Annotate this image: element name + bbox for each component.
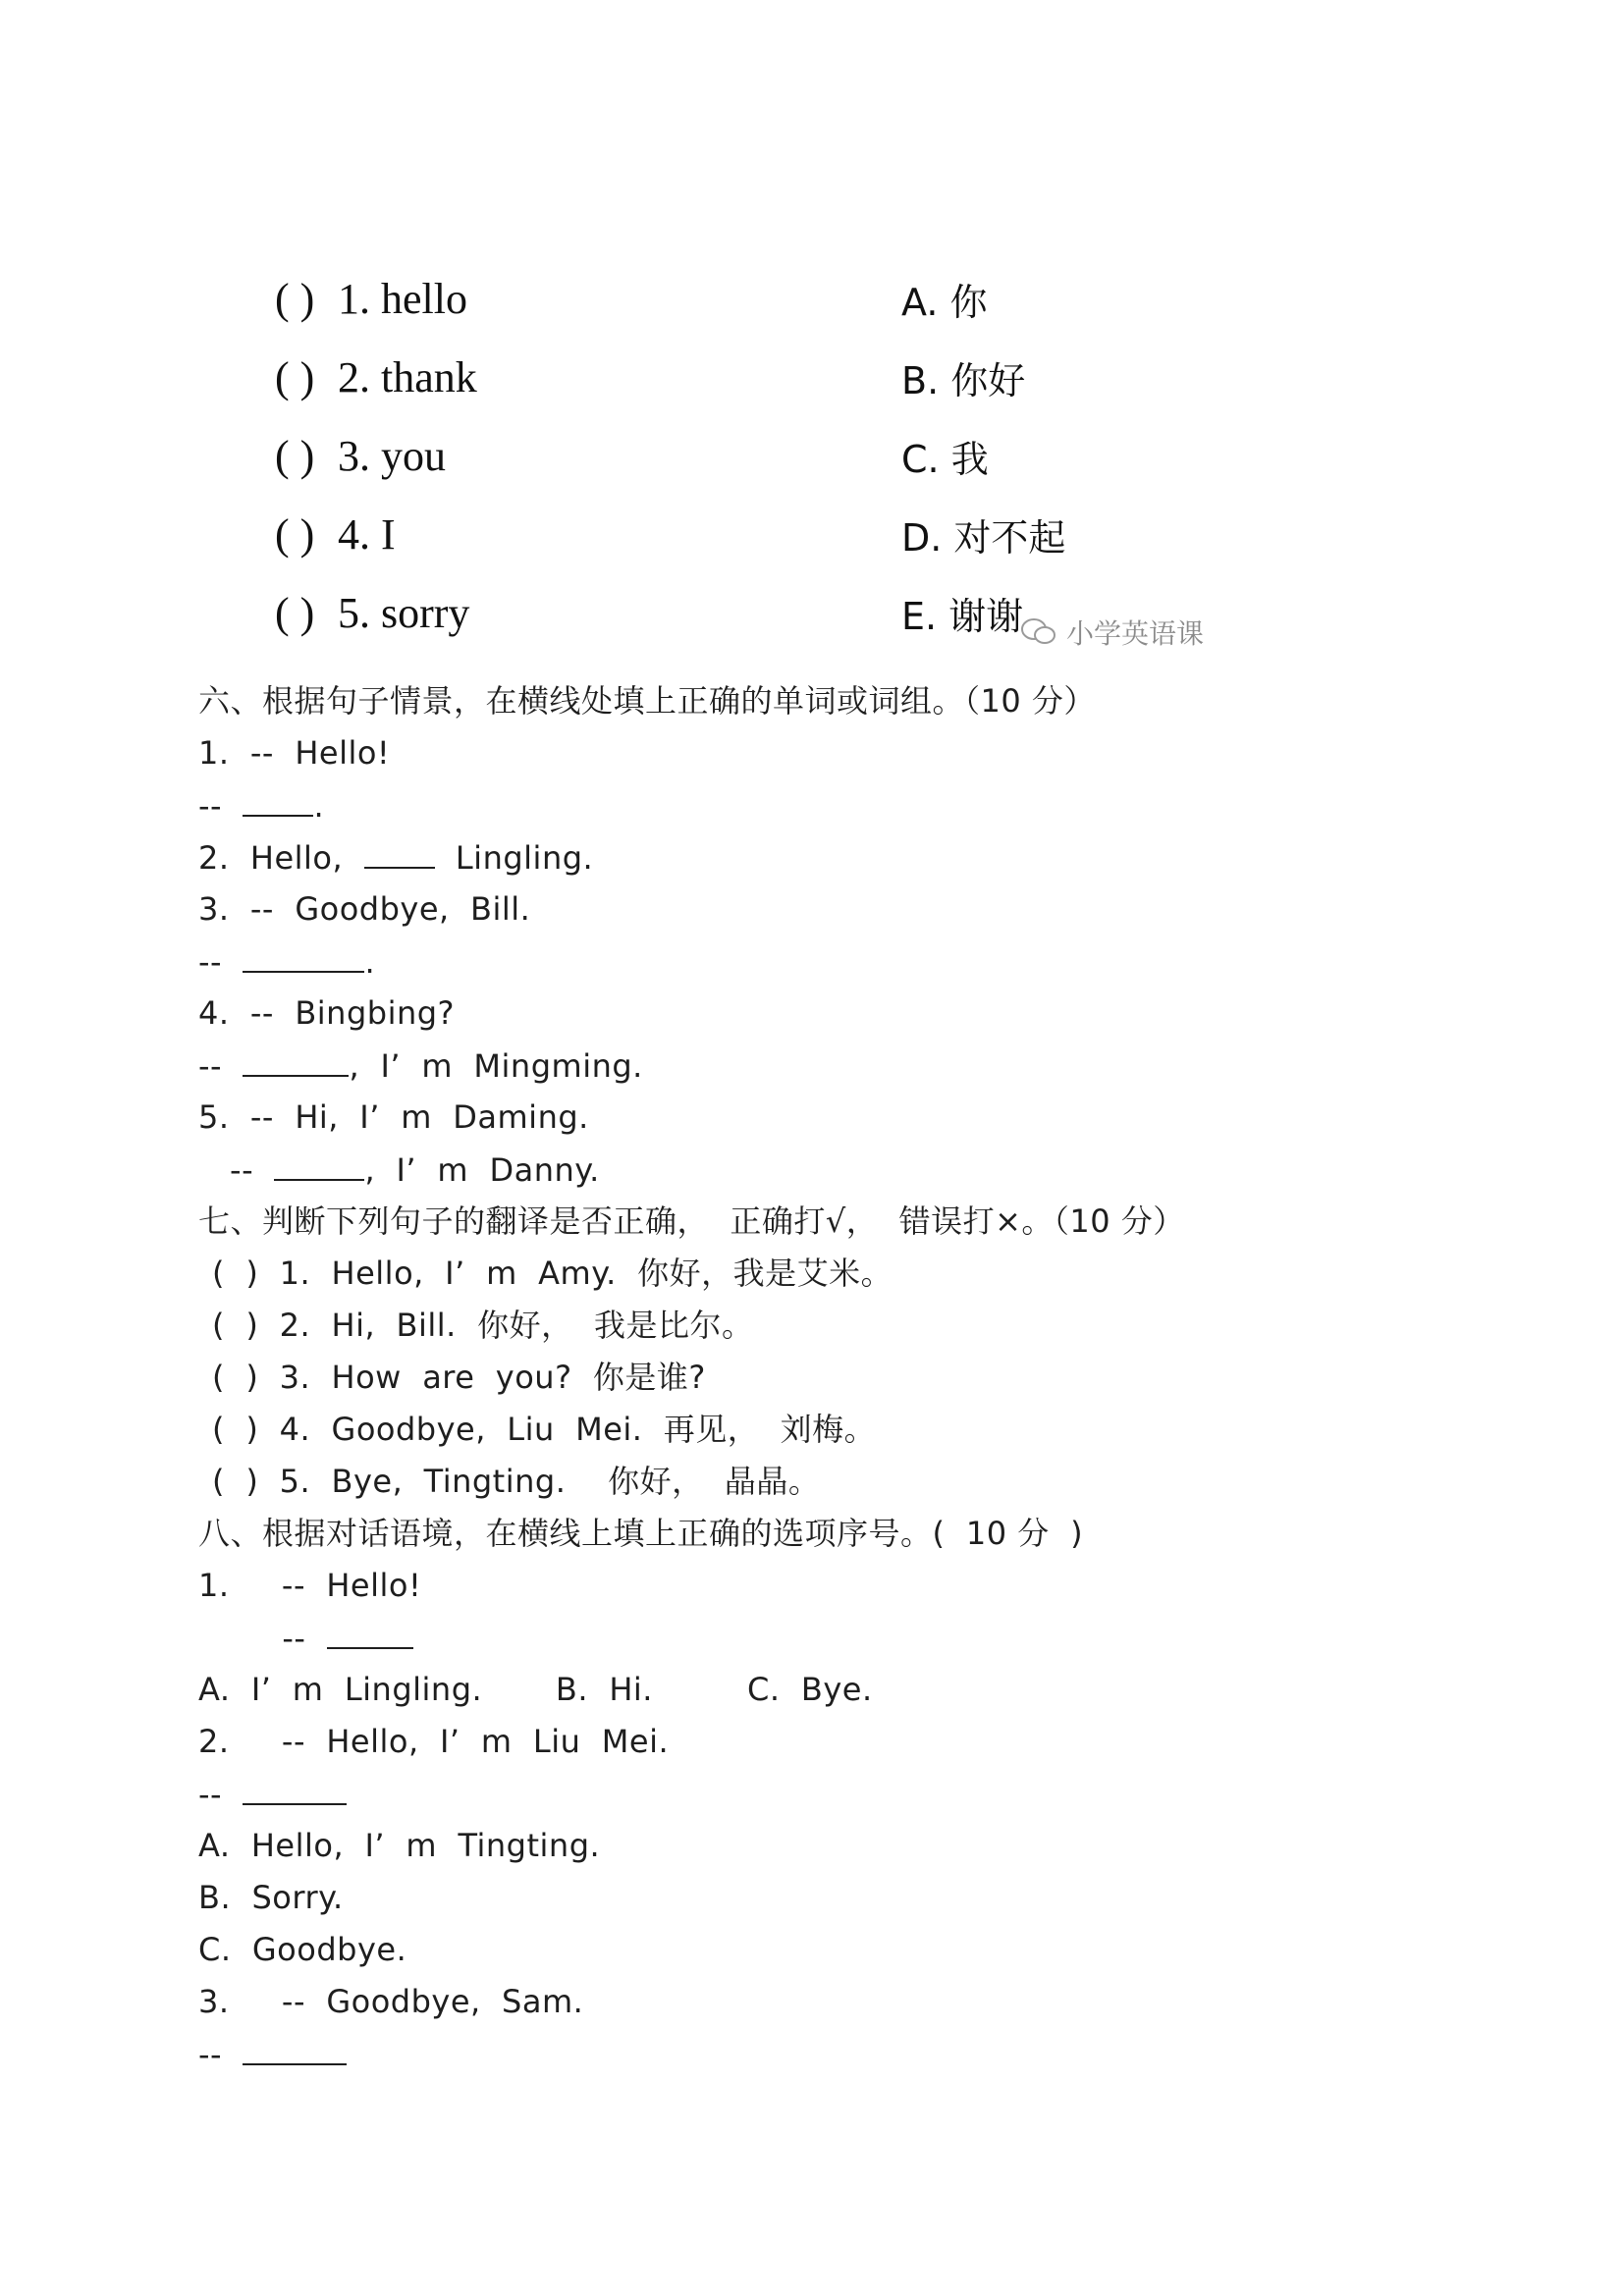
line-text: 1. -- Hello! [198, 734, 391, 772]
answer-blank[interactable] [274, 1153, 364, 1181]
line-text: -- [198, 1620, 327, 1657]
judge-item[interactable]: ( ) 1. Hello, I’ m Amy. 你好，我是艾米。 [212, 1255, 893, 1292]
line-text-after-blank: Lingling. [434, 839, 594, 877]
line-text: -- [198, 2036, 244, 2073]
line-text: -- [198, 1047, 244, 1085]
section6-line [198, 1047, 643, 1085]
line-text: -- [198, 1776, 244, 1813]
wechat-icon [1021, 617, 1056, 647]
line-text: 2. -- Hello, I’ m Liu Mei. [198, 1723, 670, 1760]
line-text: -- [198, 787, 244, 825]
section8-line [198, 2036, 347, 2073]
match-word: 3. you [338, 432, 446, 480]
answer-blank[interactable] [243, 945, 364, 973]
judge-item[interactable]: ( ) 4. Goodbye, Liu Mei. 再见， 刘梅。 [212, 1411, 877, 1448]
section8-line [198, 1723, 670, 1760]
line-text: 2. Hello, [198, 839, 364, 877]
watermark [1021, 613, 1204, 652]
match-answer-paren[interactable]: ( ) [275, 275, 315, 323]
match-option: C. 我 [901, 438, 989, 481]
answer-blank[interactable] [243, 1049, 349, 1077]
section8-line [198, 1671, 873, 1708]
line-text: 4. -- Bingbing? [198, 994, 456, 1032]
match-word: 4. I [338, 510, 396, 559]
line-text: A. Hello, I’ m Tingting. [198, 1827, 601, 1864]
section8-line [198, 1776, 347, 1813]
section6-line [198, 890, 531, 928]
line-text: 3. -- Goodbye, Sam. [198, 1983, 584, 2020]
match-answer-paren[interactable]: ( ) [275, 353, 315, 401]
section8-line [198, 1879, 344, 1916]
section8-line [198, 1567, 422, 1604]
line-text: C. Goodbye. [198, 1931, 407, 1968]
match-answer-paren[interactable]: ( ) [275, 589, 315, 637]
line-text: B. Sorry. [198, 1879, 344, 1916]
judge-item[interactable]: ( ) 2. Hi, Bill. 你好， 我是比尔。 [212, 1307, 754, 1344]
answer-blank[interactable] [243, 1778, 347, 1805]
match-word: 5. sorry [338, 589, 470, 637]
line-text: 5. -- Hi, I’ m Daming. [198, 1098, 589, 1136]
line-text-after-blank: . [364, 943, 376, 981]
section6-line [198, 839, 594, 877]
match-option: B. 你好 [901, 359, 1026, 402]
section6-line [198, 994, 456, 1032]
answer-blank[interactable] [243, 789, 313, 817]
line-text: 1. -- Hello! [198, 1567, 422, 1604]
answer-blank[interactable] [243, 2038, 347, 2065]
section6-line [198, 1151, 600, 1189]
section8-line [198, 1931, 407, 1968]
line-text: A. I’ m Lingling. B. Hi. C. Bye. [198, 1671, 873, 1708]
section-heading: 六、根据句子情景，在横线处填上正确的单词或词组。（10 分） [198, 682, 1096, 720]
section6-line [198, 1098, 589, 1136]
answer-blank[interactable] [364, 841, 435, 869]
match-word: 1. hello [338, 275, 467, 323]
section-heading: 七、判断下列句子的翻译是否正确， 正确打√， 错误打×。（10 分） [198, 1202, 1185, 1240]
line-text-after-blank: , I’ m Mingming. [349, 1047, 643, 1085]
line-text: -- [198, 943, 244, 981]
section6-line [198, 787, 325, 825]
watermark-text: 小学英语课 [1066, 617, 1205, 650]
judge-item[interactable]: ( ) 3. How are you? 你是谁? [212, 1359, 706, 1396]
match-answer-paren[interactable]: ( ) [275, 510, 315, 559]
match-word: 2. thank [338, 353, 477, 401]
match-answer-paren[interactable]: ( ) [275, 432, 315, 480]
section8-line [198, 1983, 584, 2020]
line-text: -- [198, 1151, 275, 1189]
match-option: A. 你 [901, 281, 988, 324]
match-option: E. 谢谢 [901, 595, 1024, 638]
line-text-after-blank: , I’ m Danny. [364, 1151, 600, 1189]
section6-line [198, 943, 376, 981]
line-text-after-blank: . [313, 787, 325, 825]
line-text: 3. -- Goodbye, Bill. [198, 890, 531, 928]
match-option: D. 对不起 [901, 516, 1066, 560]
section6-line [198, 734, 391, 772]
section8-line [198, 1827, 601, 1864]
answer-blank[interactable] [327, 1622, 413, 1649]
judge-item[interactable]: ( ) 5. Bye, Tingting. 你好， 晶晶。 [212, 1463, 821, 1500]
section-heading: 八、根据对话语境，在横线上填上正确的选项序号。( 10 分 ) [198, 1515, 1084, 1552]
section8-line [198, 1620, 413, 1657]
